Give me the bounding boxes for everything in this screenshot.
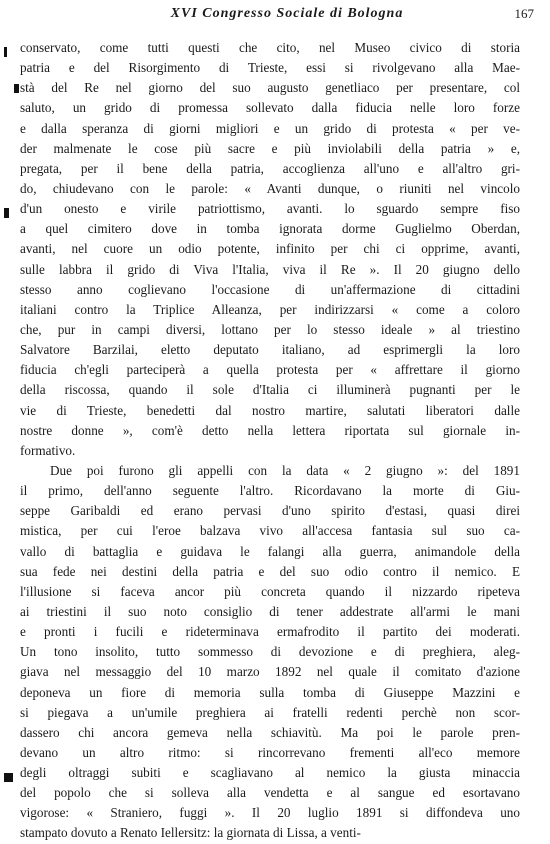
text-line: sua fede nei destini della patria e del suo odio contro il nemico. E	[20, 563, 520, 579]
text-line: vie di Trieste, benedetti dal nostro martire, salutati liberatori dalle	[20, 402, 520, 418]
text-line: devano un altro ritmo: si rincorrevano frementi all'eco memore	[20, 744, 520, 760]
margin-mark	[4, 47, 7, 57]
page-number: 167	[514, 6, 534, 21]
text-line: conservato, come tutti questi che cito, nel Museo civico di storia	[20, 40, 520, 55]
text-line: stà del Re nel giorno del suo augusto genetliaco per presentare, col	[20, 80, 520, 96]
text-line: giava nel messaggio del 10 marzo 1892 nel quale il comitato d'azione	[20, 664, 520, 680]
text-line: mistica, per cui l'eroe balzava vivo all'accesa fantasia sul suo ca-	[20, 523, 520, 539]
text-line: dassero chi ancora gemeva nella schiavitù. Ma poi le parole pren-	[20, 724, 520, 740]
text-line: patria e del Risorgimento di Trieste, essi si rivolgevano alla Mae-	[20, 60, 520, 76]
text-line: fiducia ch'egli parteciperà a quella protesta per « affrettare il giorno	[20, 362, 520, 378]
text-line: stampato dovuto a Renato Iellersitz: la giornata di Lissa, a venti-	[20, 825, 361, 841]
text-line: e dalla speranza di giorni migliori e un grido di protesta « per ve-	[20, 120, 520, 136]
text-line: ai triestini il suo noto consiglio di tener addestrate all'armi le mani	[20, 603, 520, 619]
text-line: che, pur in campi diversi, lottano per lo stesso ideale » al triestino	[20, 321, 520, 337]
text-line: do, chiudevano con le parole: « Avanti dunque, o riuniti nel vincolo	[20, 180, 520, 196]
text-line: Salvatore Barzilai, eletto deputato italiano, ad esprimergli la loro	[20, 342, 520, 358]
text-line: l'illusione si faceva ancor più concreta quando il nizzardo ripeteva	[20, 583, 520, 599]
text-line: stesso anno coglievano l'occasione di un'affermazione di cittadini	[20, 281, 520, 297]
text-line: vallo di battaglia e guidava le falangi alla guerra, animandole della	[20, 543, 520, 559]
margin-mark	[4, 773, 13, 782]
text-line: si piegava a un'umile preghiera ai fratelli redenti perchè non scor-	[20, 704, 520, 720]
text-line: Due poi furono gli appelli con la data « 2 giugno »: del 1891	[50, 462, 520, 478]
text-line: a quel cimitero dove in tomba ignorata dorme Guglielmo Oberdan,	[20, 221, 520, 237]
text-line: Un tono insolito, tutto sommesso di devozione e di preghiera, aleg-	[20, 644, 520, 660]
text-line: avanti, nel cuore un odio potente, infinito per chi ci opprime, avanti,	[20, 241, 520, 257]
running-head: XVI Congresso Sociale di Bologna	[170, 6, 404, 21]
margin-mark	[4, 208, 9, 218]
text-line: pregata, per il bene della patria, accoglienza all'uno e all'altro gri-	[20, 160, 520, 176]
text-line: del popolo che si solleva alla vendetta e al sangue ed esortavano	[20, 785, 520, 801]
text-line: d'un onesto e virile patriottismo, avanti. lo sguardo sempre fiso	[20, 201, 520, 217]
paragraph	[20, 38, 520, 461]
text-line: il primo, dell'anno seguente l'altro. Ricordavano la morte di Giu-	[20, 483, 520, 499]
text-line: nostre donne », com'è detto nella lettera riportata sul giornale in-	[20, 422, 520, 438]
text-line: seppe Garibaldi ed erano pervasi d'uno spirito d'estasi, quasi direi	[20, 503, 520, 519]
text-line: der malmenate le cose più sacre e più inviolabili della patria » e,	[20, 140, 520, 156]
text-line: e pronti i fucili e rideterminava ermafrodito il partito dei moderati.	[20, 624, 520, 640]
text-line: italiani contro la Triplice Alleanza, per indirizzarsi « come a coloro	[20, 301, 520, 317]
text-line: degli oltraggi subiti e scagliavano al nemico la giusta minaccia	[20, 765, 520, 781]
text-line: della riscossa, quando il sole d'Italia ci illuminerà pugnanti per le	[20, 382, 520, 398]
paragraph	[20, 461, 520, 844]
text-line: deponeva un fiore di memoria sulla tomba di Giuseppe Mazzini e	[20, 684, 520, 700]
text-line: saluto, un grido di promessa sollevato dalla fiducia nelle loro forze	[20, 100, 520, 116]
page-header	[20, 6, 534, 28]
margin-mark	[14, 84, 19, 93]
body-text	[20, 38, 520, 844]
text-line: formativo.	[20, 442, 76, 458]
text-line: vigorose: « Straniero, fuggi ». Il 20 luglio 1891 si diffondeva uno	[20, 805, 520, 821]
text-line: sulle labbra il grido di Viva l'Italia, viva il Re ». Il 20 giugno dello	[20, 261, 520, 277]
